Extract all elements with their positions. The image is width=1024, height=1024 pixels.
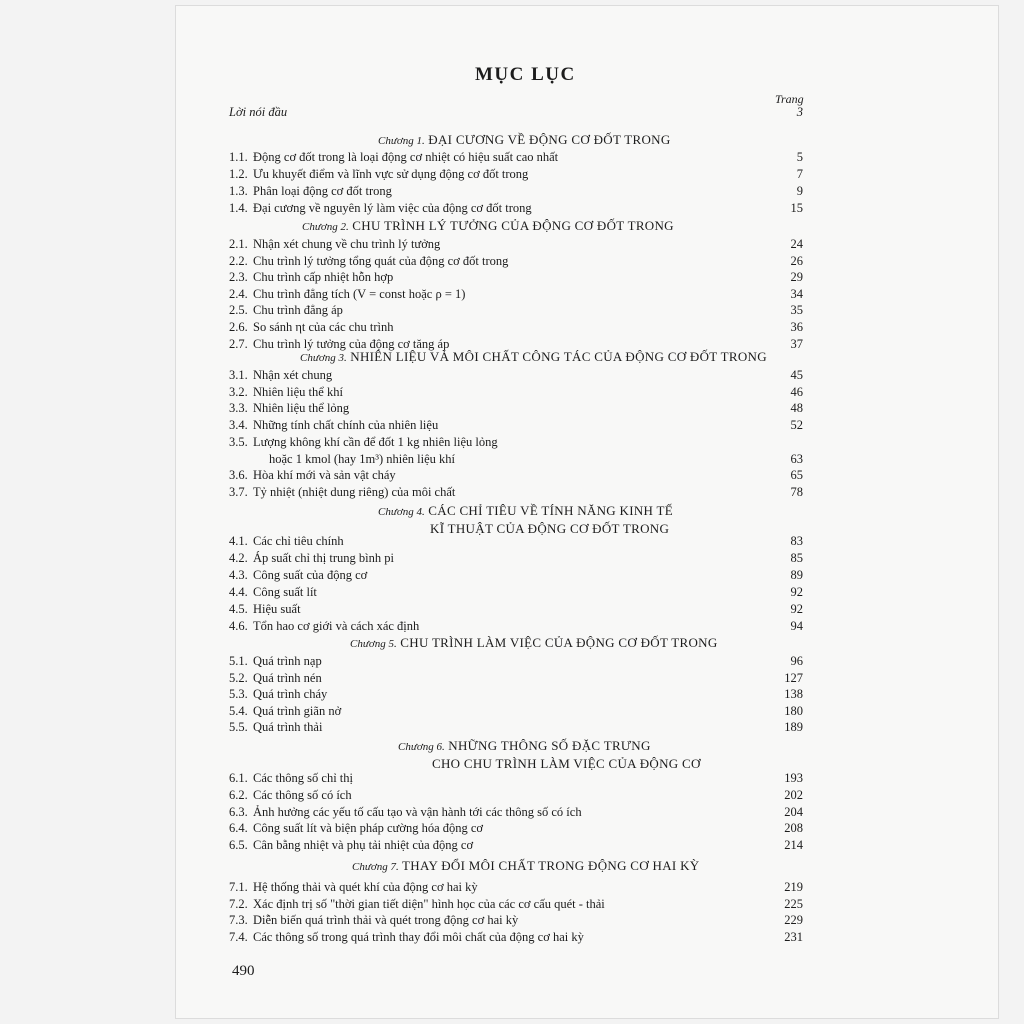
chapter-heading bbox=[378, 132, 671, 148]
toc-row bbox=[229, 269, 803, 285]
section-page: 96 bbox=[790, 654, 803, 668]
section-title: Diễn biến quá trình thải và quét trong động cơ hai kỳ bbox=[253, 913, 519, 928]
section-page: 92 bbox=[790, 585, 803, 599]
toc-row bbox=[229, 820, 803, 836]
section-title: Các thông số có ích bbox=[253, 787, 352, 802]
section-title: Chu trình đẳng tích (V = const hoặc ρ = 1) bbox=[253, 286, 466, 301]
section-number: 5.3. bbox=[229, 687, 248, 702]
section-number: 3.7. bbox=[229, 484, 248, 499]
section-page: 48 bbox=[790, 401, 803, 416]
toc-row bbox=[229, 183, 803, 199]
section-title: Quá trình nạp bbox=[253, 654, 322, 668]
chapter-heading bbox=[350, 635, 718, 651]
section-title: hoặc 1 kmol (hay 1m³) nhiên liệu khí bbox=[269, 451, 455, 466]
section-page: 36 bbox=[790, 320, 803, 334]
section-page: 189 bbox=[784, 720, 803, 735]
section-number: 4.5. bbox=[229, 602, 248, 616]
section-page: 204 bbox=[784, 804, 803, 819]
section-number: 7.1. bbox=[229, 880, 248, 894]
section-title: Xác định trị số "thời gian tiết diện" hình học của các cơ cấu quét - thải bbox=[253, 896, 605, 911]
section-number: 2.6. bbox=[229, 320, 248, 334]
page-title: MỤC LỤC bbox=[475, 64, 576, 85]
section-number: 3.5. bbox=[229, 434, 248, 449]
toc-row bbox=[229, 166, 803, 182]
section-number: 1.1. bbox=[229, 150, 248, 164]
section-title: Công suất lít và biện pháp cường hóa động cơ bbox=[253, 821, 484, 836]
section-title: Ảnh hưởng các yếu tố cấu tạo và vận hành tới các thông số có ích bbox=[253, 804, 582, 819]
section-number: 6.2. bbox=[229, 787, 248, 802]
section-title: Các thông số chỉ thị bbox=[253, 771, 353, 785]
chapter-label: Chương 1. bbox=[378, 135, 425, 147]
toc-row bbox=[229, 484, 803, 500]
toc-row bbox=[229, 467, 803, 483]
section-title: Đại cương về nguyên lý làm việc của động cơ đốt trong bbox=[253, 201, 532, 215]
section-number: 4.3. bbox=[229, 568, 248, 582]
chapter-heading bbox=[300, 349, 767, 365]
chapter-label: Chương 2. bbox=[302, 221, 349, 233]
section-number: 2.5. bbox=[229, 303, 248, 318]
toc-row bbox=[229, 384, 803, 400]
section-page: 15 bbox=[790, 201, 803, 215]
section-number: 7.2. bbox=[229, 896, 248, 911]
chapter-label: Chương 3. bbox=[300, 352, 347, 364]
section-number: 3.3. bbox=[229, 401, 248, 416]
section-title: Quá trình giãn nở bbox=[253, 703, 342, 718]
section-number: 1.3. bbox=[229, 184, 248, 198]
chapter-heading bbox=[302, 218, 674, 234]
section-title: Nhiên liệu thể khí bbox=[253, 384, 343, 399]
section-page: 35 bbox=[790, 303, 803, 318]
toc-row bbox=[229, 929, 803, 945]
section-title: Quá trình cháy bbox=[253, 687, 328, 702]
section-number: 4.6. bbox=[229, 619, 248, 633]
chapter-heading bbox=[398, 738, 651, 754]
section-number: 7.3. bbox=[229, 913, 248, 928]
section-number: 2.7. bbox=[229, 336, 248, 351]
section-title: Những tính chất chính của nhiên liệu bbox=[253, 418, 439, 433]
section-number: 2.2. bbox=[229, 253, 248, 268]
chapter-label: Chương 4. bbox=[378, 506, 425, 518]
toc-row bbox=[229, 451, 803, 467]
section-page: 138 bbox=[784, 687, 803, 702]
section-title: Công suất của động cơ bbox=[253, 568, 368, 582]
section-page: 219 bbox=[784, 880, 803, 894]
section-title: Áp suất chỉ thị trung bình pi bbox=[253, 551, 394, 565]
toc-row bbox=[229, 286, 803, 302]
chapter-label: Chương 7. bbox=[352, 861, 399, 873]
section-page: 37 bbox=[790, 336, 803, 351]
toc-row bbox=[229, 149, 803, 165]
section-page: 29 bbox=[790, 270, 803, 285]
section-title: Công suất lít bbox=[253, 585, 317, 599]
toc-row bbox=[229, 200, 803, 216]
section-page: 85 bbox=[790, 551, 803, 565]
toc-row bbox=[229, 253, 803, 269]
toc-row bbox=[229, 804, 803, 820]
section-number: 4.2. bbox=[229, 551, 248, 565]
toc-row bbox=[229, 879, 803, 895]
toc-row bbox=[229, 770, 803, 786]
chapter-label: Chương 6. bbox=[398, 741, 445, 753]
section-number: 6.1. bbox=[229, 771, 248, 785]
section-number: 6.3. bbox=[229, 804, 248, 819]
chapter-title-line2: CHO CHU TRÌNH LÀM VIỆC CỦA ĐỘNG CƠ bbox=[432, 756, 701, 771]
section-page: 92 bbox=[790, 602, 803, 616]
intro-title: Lời nói đầu bbox=[229, 105, 288, 119]
section-title: Nhận xét chung bbox=[253, 368, 333, 382]
toc-row bbox=[229, 584, 803, 600]
section-number: 3.6. bbox=[229, 468, 248, 483]
section-page: 208 bbox=[784, 821, 803, 836]
toc-row bbox=[229, 653, 803, 669]
section-number: 6.4. bbox=[229, 821, 248, 836]
toc-row bbox=[229, 837, 803, 853]
toc-row bbox=[229, 912, 803, 928]
section-page: 89 bbox=[790, 568, 803, 582]
section-title: Nhận xét chung về chu trình lý tưởng bbox=[253, 237, 441, 251]
section-page: 83 bbox=[790, 534, 803, 548]
chapter-title-line2: KĨ THUẬT CỦA ĐỘNG CƠ ĐỐT TRONG bbox=[430, 521, 670, 536]
toc-row bbox=[229, 302, 803, 318]
toc-row bbox=[229, 236, 803, 252]
section-title: Tổn hao cơ giới và cách xác định bbox=[253, 619, 420, 633]
chapter-heading bbox=[378, 503, 673, 519]
section-number: 4.1. bbox=[229, 534, 248, 548]
toc-row bbox=[229, 787, 803, 803]
section-title: Tỷ nhiệt (nhiệt dung riêng) của môi chất bbox=[253, 484, 456, 499]
section-title: Chu trình lý tưởng tổng quát của động cơ đốt trong bbox=[253, 253, 509, 268]
chapter-heading bbox=[352, 858, 699, 874]
toc-row bbox=[229, 434, 803, 450]
section-page: 78 bbox=[790, 484, 803, 499]
section-title: Phân loại động cơ đốt trong bbox=[253, 184, 392, 198]
toc-row bbox=[229, 601, 803, 617]
section-page: 24 bbox=[790, 237, 803, 251]
section-page: 34 bbox=[790, 286, 803, 301]
section-page: 26 bbox=[790, 253, 803, 268]
section-page: 45 bbox=[790, 368, 803, 382]
section-number: 6.5. bbox=[229, 838, 248, 853]
section-page: 214 bbox=[784, 838, 803, 853]
section-title: Quá trình thải bbox=[253, 720, 323, 735]
chapter-title: CHU TRÌNH LÝ TƯỞNG CỦA ĐỘNG CƠ ĐỐT TRONG bbox=[352, 218, 674, 233]
section-number: 7.4. bbox=[229, 929, 248, 944]
section-page: 127 bbox=[784, 670, 803, 685]
chapter-title: THAY ĐỔI MÔI CHẤT TRONG ĐỘNG CƠ HAI KỲ bbox=[402, 858, 700, 873]
section-title: Nhiên liệu thể lỏng bbox=[253, 401, 350, 416]
section-page: 231 bbox=[784, 929, 803, 944]
section-page: 63 bbox=[790, 451, 803, 466]
section-page: 202 bbox=[784, 787, 803, 802]
section-number: 3.2. bbox=[229, 384, 248, 399]
section-number: 5.2. bbox=[229, 670, 248, 685]
section-number: 5.5. bbox=[229, 720, 248, 735]
intro-page: 3 bbox=[796, 105, 803, 119]
section-title: Chu trình lý tưởng của động cơ tăng áp bbox=[253, 336, 450, 351]
section-page: 52 bbox=[790, 418, 803, 433]
section-title: Cân bằng nhiệt và phụ tải nhiệt của động cơ bbox=[253, 838, 474, 853]
section-title: Hòa khí mới và sản vật cháy bbox=[253, 468, 396, 483]
section-number: 2.3. bbox=[229, 270, 248, 285]
section-number: 3.4. bbox=[229, 418, 248, 433]
toc-row bbox=[229, 533, 803, 549]
section-page: 65 bbox=[790, 468, 803, 483]
section-title: Các thông số trong quá trình thay đổi môi chất của động cơ hai kỳ bbox=[253, 929, 584, 944]
toc-row bbox=[229, 400, 803, 416]
section-number: 2.4. bbox=[229, 286, 248, 301]
section-title: Chu trình đẳng áp bbox=[253, 303, 343, 318]
section-title: Hiệu suất bbox=[253, 602, 301, 616]
section-title: Ưu khuyết điểm và lĩnh vực sử dụng động cơ đốt trong bbox=[253, 167, 529, 181]
section-number: 2.1. bbox=[229, 237, 248, 251]
page-column-header: Trang bbox=[775, 92, 804, 106]
toc-row bbox=[229, 567, 803, 583]
toc-row bbox=[229, 367, 803, 383]
chapter-title: CÁC CHỈ TIÊU VỀ TÍNH NĂNG KINH TẾ bbox=[428, 503, 674, 518]
section-title: Chu trình cấp nhiệt hỗn hợp bbox=[253, 270, 394, 285]
section-page: 94 bbox=[790, 619, 803, 633]
section-page: 225 bbox=[784, 896, 803, 911]
chapter-title: NHIÊN LIỆU VÀ MÔI CHẤT CÔNG TÁC CỦA ĐỘNG CƠ ĐỐT TRONG bbox=[350, 349, 767, 364]
section-page: 5 bbox=[796, 150, 803, 164]
section-title: Động cơ đốt trong là loại động cơ nhiệt có hiệu suất cao nhất bbox=[253, 150, 559, 164]
section-number: 1.2. bbox=[229, 167, 248, 181]
section-page: 7 bbox=[796, 167, 803, 181]
section-number: 5.4. bbox=[229, 703, 248, 718]
section-title: Các chỉ tiêu chính bbox=[253, 534, 344, 548]
section-page: 180 bbox=[784, 703, 803, 718]
chapter-title: NHỮNG THÔNG SỐ ĐẶC TRƯNG bbox=[448, 738, 651, 753]
section-page: 46 bbox=[790, 384, 803, 399]
section-title: Lượng không khí cần để đốt 1 kg nhiên liệu lỏng bbox=[253, 434, 498, 449]
section-page: 229 bbox=[784, 913, 803, 928]
section-title: Quá trình nén bbox=[253, 670, 322, 685]
intro-row bbox=[229, 104, 803, 120]
toc-row bbox=[229, 719, 803, 735]
toc-row bbox=[229, 618, 803, 634]
toc-row bbox=[229, 703, 803, 719]
chapter-label: Chương 5. bbox=[350, 638, 397, 650]
section-title: Hệ thống thải và quét khí của động cơ hai kỳ bbox=[253, 880, 478, 894]
toc-row bbox=[229, 686, 803, 702]
chapter-title: ĐẠI CƯƠNG VỀ ĐỘNG CƠ ĐỐT TRONG bbox=[428, 132, 671, 147]
section-title: So sánh ηt của các chu trình bbox=[253, 320, 394, 334]
section-number: 1.4. bbox=[229, 201, 248, 215]
section-number: 5.1. bbox=[229, 654, 248, 668]
section-page: 9 bbox=[796, 184, 803, 198]
section-number: 4.4. bbox=[229, 585, 248, 599]
page-number: 490 bbox=[232, 963, 255, 979]
chapter-title: CHU TRÌNH LÀM VIỆC CỦA ĐỘNG CƠ ĐỐT TRONG bbox=[400, 635, 718, 650]
toc-row bbox=[229, 896, 803, 912]
section-page: 193 bbox=[784, 771, 803, 785]
toc-row bbox=[229, 417, 803, 433]
toc-row bbox=[229, 670, 803, 686]
toc-row bbox=[229, 550, 803, 566]
toc-row bbox=[229, 319, 803, 335]
section-number: 3.1. bbox=[229, 368, 248, 382]
